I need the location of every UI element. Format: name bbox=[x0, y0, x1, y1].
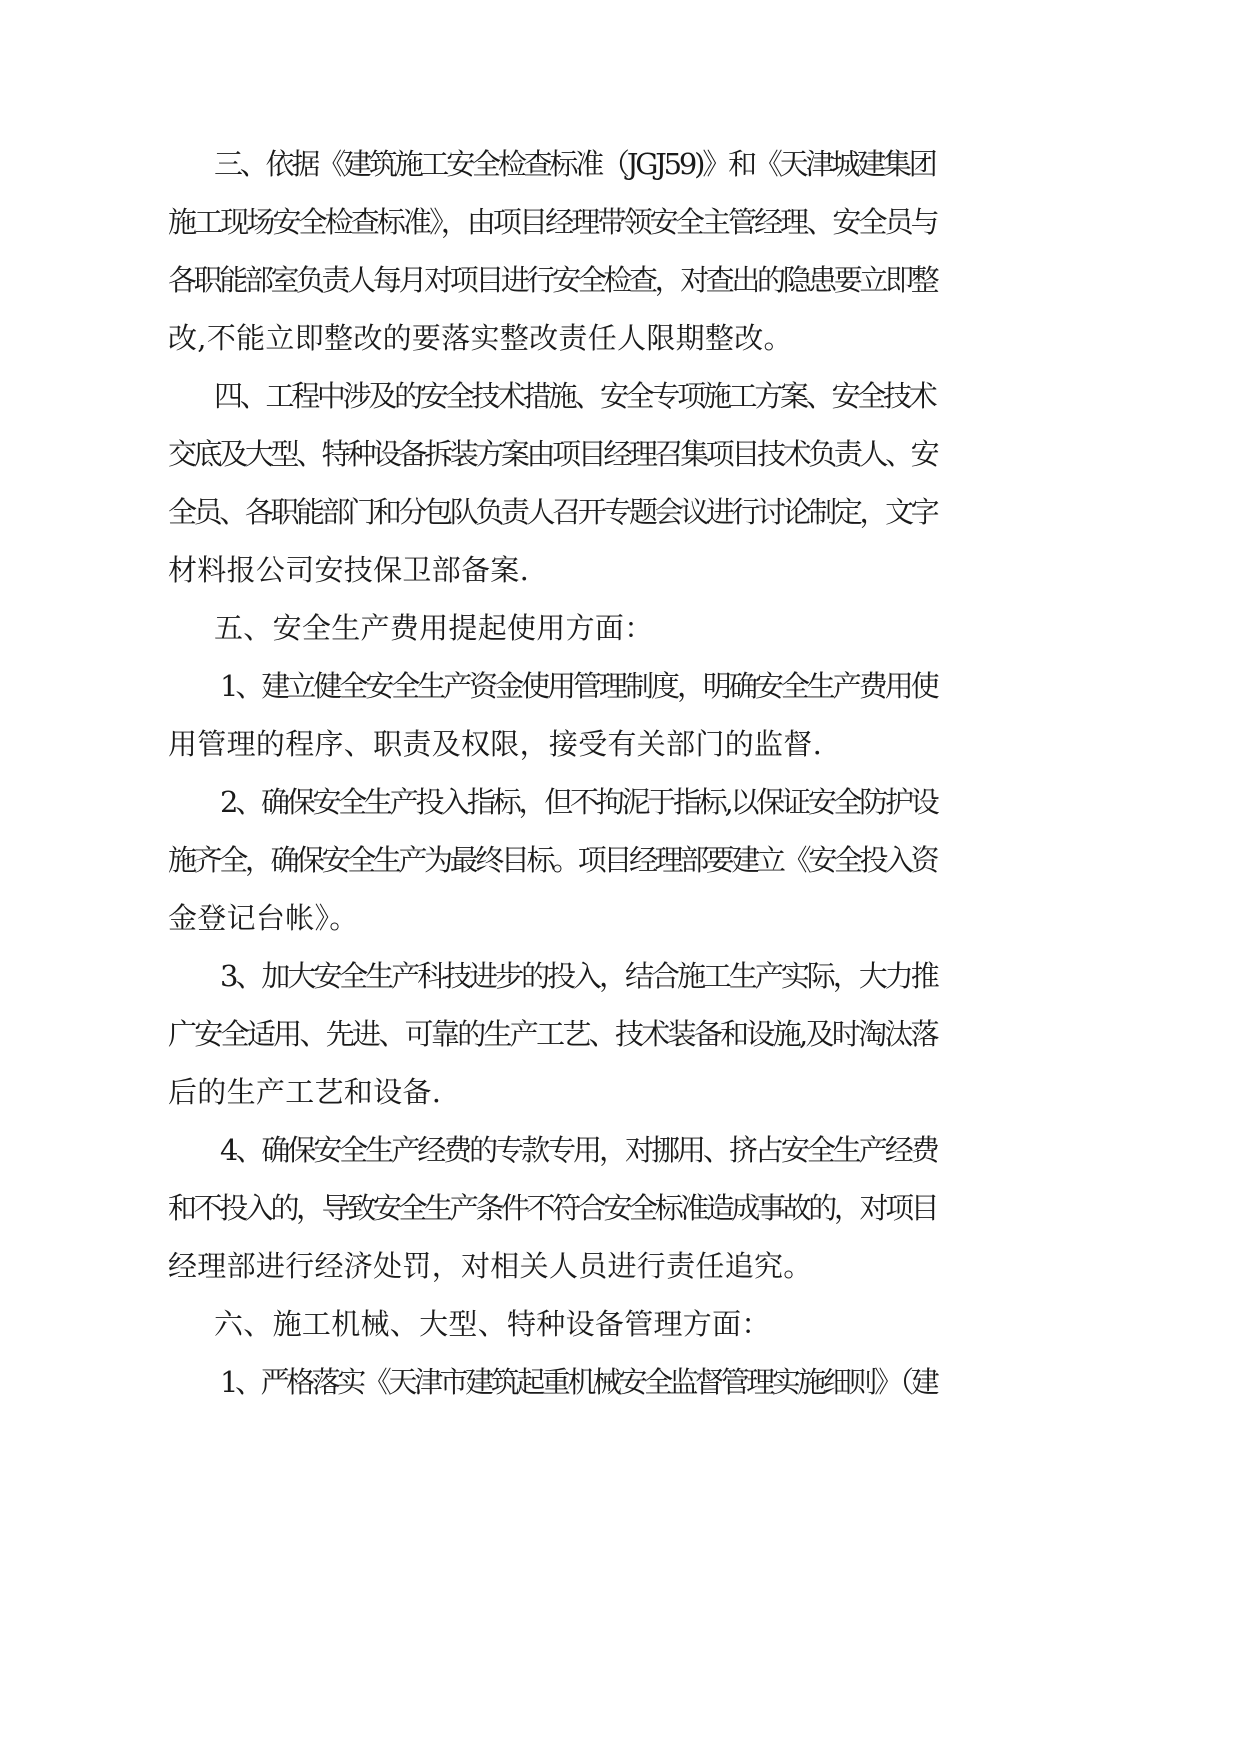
paragraph-line bbox=[0, 1118, 1241, 1182]
paragraph-text: 用管理的程序、职责及权限，接受有关部门的监督. bbox=[168, 727, 823, 761]
paragraph-text: 2、确保安全生产投入指标，但不拘泥于指标,以保证安全防护设 bbox=[220, 785, 937, 819]
paragraph-text: 1、严格落实《天津市建筑起重机械安全监督管理实施细则》（建 bbox=[220, 1365, 937, 1399]
paragraph-line bbox=[0, 712, 1241, 776]
paragraph-text: 施工现场安全检查标准》，由项目经理带领安全主管经理、安全员与 bbox=[168, 205, 937, 239]
paragraph-line bbox=[0, 828, 1241, 892]
paragraph-text: 各职能部室负责人每月对项目进行安全检查，对查出的隐患要立即整 bbox=[168, 263, 937, 297]
paragraph-text: 经理部进行经济处罚，对相关人员进行责任追究。 bbox=[168, 1249, 813, 1283]
paragraph-text: 和不投入的，导致安全生产条件不符合安全标准造成事故的，对项目 bbox=[168, 1191, 937, 1225]
paragraph-text: 改,不能立即整改的要落实整改责任人限期整改。 bbox=[168, 321, 793, 355]
paragraph-text: 材料报公司安技保卫部备案. bbox=[168, 553, 530, 587]
heading-text: 六、施工机械、大型、特种设备管理方面： bbox=[214, 1307, 771, 1341]
paragraph-line bbox=[0, 480, 1241, 544]
paragraph-line bbox=[0, 306, 1241, 370]
paragraph-line bbox=[0, 654, 1241, 718]
paragraph-text: 三、依据《建筑施工安全检查标准（JGJ59)》和《天津城建集团 bbox=[214, 147, 935, 181]
paragraph-line bbox=[0, 1350, 1241, 1414]
heading-text: 五、安全生产费用提起使用方面： bbox=[214, 611, 654, 645]
paragraph-text: 1、建立健全安全生产资金使用管理制度，明确安全生产费用使 bbox=[220, 669, 937, 703]
paragraph-text: 施齐全，确保安全生产为最终目标。项目经理部要建立《安全投入资 bbox=[168, 843, 937, 877]
paragraph-line bbox=[0, 1234, 1241, 1298]
paragraph-line bbox=[0, 538, 1241, 602]
paragraph-text: 全员、各职能部门和分包队负责人召开专题会议进行讨论制定，文字 bbox=[168, 495, 937, 529]
paragraph-line bbox=[0, 364, 1241, 428]
paragraph-line bbox=[0, 1176, 1241, 1240]
paragraph-line bbox=[0, 248, 1241, 312]
paragraph-text: 交底及大型、特种设备拆装方案由项目经理召集项目技术负责人、安 bbox=[168, 437, 937, 471]
section-heading bbox=[0, 596, 1241, 660]
paragraph-line bbox=[0, 190, 1241, 254]
paragraph-line bbox=[0, 944, 1241, 1008]
paragraph-text: 后的生产工艺和设备. bbox=[168, 1075, 442, 1109]
paragraph-line bbox=[0, 422, 1241, 486]
paragraph-text: 4、确保安全生产经费的专款专用，对挪用、挤占安全生产经费 bbox=[220, 1133, 937, 1167]
paragraph-line bbox=[0, 770, 1241, 834]
paragraph-text: 金登记台帐》。 bbox=[168, 901, 359, 935]
paragraph-line bbox=[0, 1002, 1241, 1066]
paragraph-line bbox=[0, 886, 1241, 950]
paragraph-line bbox=[0, 1060, 1241, 1124]
section-heading bbox=[0, 1292, 1241, 1356]
paragraph-text: 3、加大安全生产科技进步的投入，结合施工生产实际，大力推 bbox=[220, 959, 937, 993]
paragraph-line bbox=[0, 132, 1241, 196]
paragraph-text: 广安全适用、先进、可靠的生产工艺、技术装备和设施,及时淘汰落 bbox=[168, 1017, 937, 1051]
paragraph-text: 四、工程中涉及的安全技术措施、安全专项施工方案、安全技术 bbox=[214, 379, 935, 413]
